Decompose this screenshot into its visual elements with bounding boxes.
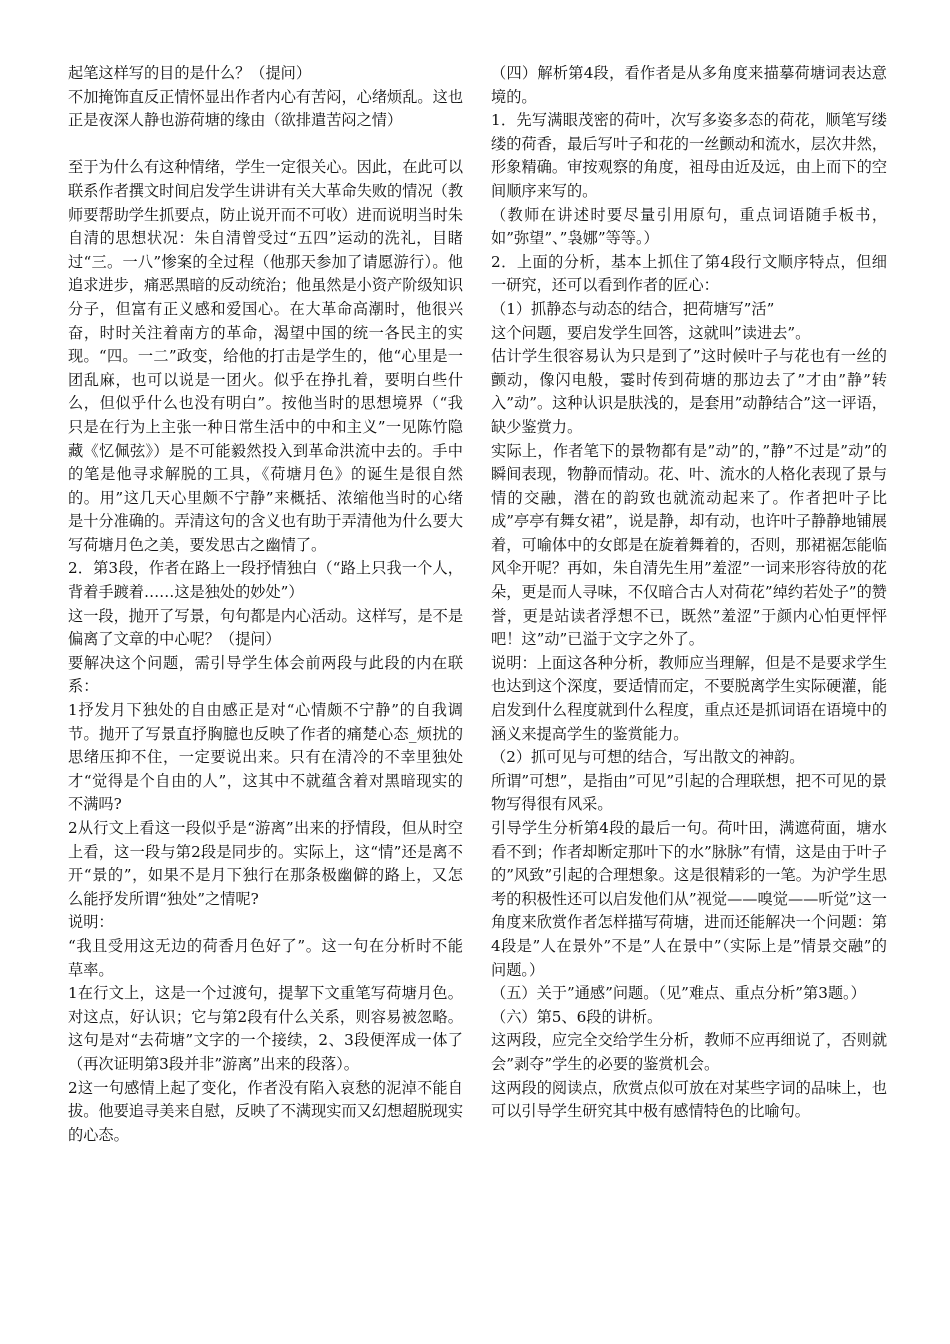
paragraph: （教师在讲述时要尽量引用原句，重点词语随手板书，如”弥望”、”袅娜”等等。）: [491, 205, 887, 248]
paragraph: （四）解析第4段，看作者是从多角度来描摹荷塘词表达意境的。: [491, 64, 887, 106]
paragraph: 说明：上面这各种分析，教师应当理解，但是不是要求学生也达到这个深度，要适情而定，不要脱离学生实际硬灌，能启发到什么程度就到什么程度，重点还是抓词语在语境中的涵义来提高学生的鉴赏能力。: [491, 653, 887, 743]
paragraph: （六）第5、6段的讲析。: [491, 1007, 663, 1026]
paragraph: 1．先写满眼茂密的荷叶，次写多姿多态的荷花，顺笔写缕缕的荷香，最后写叶子和花的一丝颤动和流水，层次井然，形象精确。审按观察的角度，祖母由近及远，由上而下的空间顺序来写的。: [491, 111, 887, 200]
paragraph: 实际上，作者笔下的景物都有是”动”的，”静”不过是”动”的瞬间表现，物静而情动。花、叶、流水的人格化表现了景与情的交融，潜在的韵致也就流动起来了。作者把叶子比成”亭亭有舞女裙”，说是静，却有动，也许叶子静静地铺展着，可喻体中的女郎是在旋着舞着的，否则，那裙裾怎能临风伞开呢？再如，朱自清先生用”羞涩”一词来形容待放的花朵，更是而人寻味，不仅暗合古人对荷花”绰约若处子”的赞誉，更是站读者浮想不已，既然”羞涩”于颜内心怕更怦怦吧！这”动”已溢于文字之外了。: [491, 441, 887, 649]
paragraph: 1抒发月下独处的自由感正是对“心情颇不宁静”的自我调节。抛开了写景直抒胸臆也反映了作者的痛楚心态_烦扰的思绪压抑不住，一定要说出来。只有在清冷的不幸里独处才“觉得是个自由的人”，这其中不就蕴含着对黑暗现实的不满吗?: [68, 701, 463, 814]
paragraph: “我且受用这无边的荷香月色好了”。这一句在分析时不能草率。: [68, 936, 463, 979]
paragraph: 估计学生很容易认为只是到了”这时候叶子与花也有一丝的颤动，像闪电般，霎时传到荷塘的那边去了”才由”静”转入”动”。这种认识是肤浅的，是套用”动静结合”这一评语，缺少鉴赏力。: [491, 347, 887, 436]
paragraph: 起笔这样写的目的是什么？（提问）: [68, 64, 311, 82]
left-column: [68, 62, 463, 1147]
paragraph: （五）关于”通感”问题。（见”难点、重点分析”第3题。）: [491, 984, 866, 1003]
paragraph: 所谓”可想”，是指由”可见”引起的合理联想，把不可见的景物写得很有风采。: [491, 771, 887, 814]
paragraph: 这两段的阅读点，欣赏点似可放在对某些字词的品味上，也可以引导学生研究其中极有感情特色的比喻句。: [491, 1078, 887, 1121]
paragraph: 1在行文上，这是一个过渡句，提挈下文重笔写荷塘月色。对这点，好认识；它与第2段有什么关系，则容易被忽略。这句是对“去荷塘”文字的一个接续，2、3段便浑成一体了（再次证明第3段并非”游离”出来的段落）。: [68, 984, 463, 1073]
paragraph: （2）抓可见与可想的结合，写出散文的神韵。: [491, 748, 805, 767]
right-column: [491, 62, 887, 1124]
paragraph: 要解决这个问题，需引导学生体会前两段与此段的内在联系：: [68, 653, 463, 696]
paragraph: 这两段，应完全交给学生分析，教师不应再细说了，否则就会”剥夺”学生的必要的鉴赏机会。: [491, 1031, 887, 1073]
paragraph: 2．第3段，作者在路上一段抒情独白（“路上只我一个人，背着手踱着……这是独处的妙处”）: [68, 559, 463, 602]
blank-line: [68, 133, 463, 157]
paragraph: 说明：: [68, 913, 114, 932]
paragraph: 这一段，抛开了写景，句句都是内心活动。这样写，是不是偏离了文章的中心呢？（提问）: [68, 606, 463, 649]
paragraph: 至于为什么有这种情绪，学生一定很关心。因此，在此可以联系作者撰文时间启发学生讲讲有关大革命失败的情况（教师要帮助学生抓要点，防止说开而不可收）进而说明当时朱自清的思想状况：朱自清曾受过“五四”运动的洗礼，目睹过“三。一八”惨案的全过程（他那天参加了请愿游行）。他追求进步，痛恶黑暗的反动统治；他虽然是小资产阶级知识分子，但富有正义感和爱国心。在大革命高潮时，他很兴奋，时时关注着南方的革命，渴望中国的统一各民主的实现。“四。一二”政变，给他的打击是学生的，他“心里是一团乱麻，也可以说是一团火。似乎在挣扎着，要明白些什么，但似乎什么也没有明白”。按他当时的思想境界（“我只是在行为上主张一种日常生活中的中和主义”一见陈竹隐藏《忆佩弦》）是不可能毅然投入到革命洪流中去的。手中的笔是他寻求解脱的工具，《荷塘月色》的诞生是很自然的。用”这几天心里颇不宁静”来概括、浓缩他当时的心绪是十分准确的。弄清这句的含义也有助于弄清他为什么要大写荷塘月色之美，要发思古之幽情了。: [68, 158, 463, 554]
paragraph: 不加掩饰直反正情怀显出作者内心有苦闷，心绪烦乱。这也正是夜深人静也游荷塘的缘由（欲排遣苦闷之情）: [68, 87, 463, 130]
paragraph: （1）抓静态与动态的结合，把荷塘写”活”: [491, 299, 775, 318]
paragraph: 2．上面的分析，基本上抓住了第4段行文顺序特点，但细一研究，还可以看到作者的匠心：: [491, 252, 887, 295]
paragraph: 这个问题，要启发学生回答，这就叫”读进去”。: [491, 323, 811, 342]
paragraph: 2这一句感情上起了变化，作者没有陷入哀愁的泥淖不能自拔。他要追寻美来自慰，反映了不满现实而又幻想超脱现实的心态。: [68, 1078, 463, 1144]
paragraph: 引导学生分析第4段的最后一句。荷叶田，满遮荷面，塘水看不到；作者却断定那叶下的水”脉脉”有情，这是由于叶子的”风致”引起的合理想象。这是很精彩的一笔。为沪学生思考的积极性还可以启发他们从”视觉——嗅觉——听觉”这一角度来欣赏作者怎样描写荷塘，进而还能解决一个问题：第4段是”人在景外”不是”人在景中”（实际上是”情景交融”的问题。）: [491, 819, 887, 979]
paragraph: 2从行文上看这一段似乎是“游离”出来的抒情段，但从时空上看，这一段与第2段是同步的。实际上，这“情”还是离不开“景的”，如果不是月下独行在那条极幽僻的路上，又怎么能抒发所谓“独处”之情呢?: [68, 819, 463, 908]
